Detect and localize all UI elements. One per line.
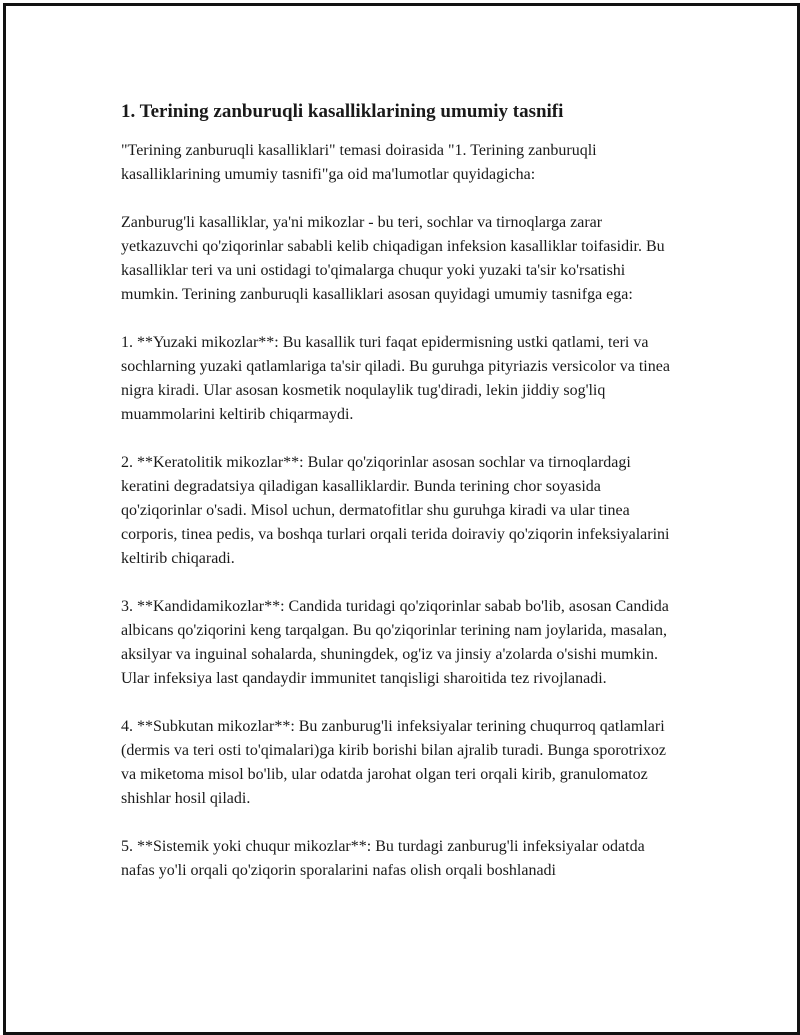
- list-item-keratolytic-mycoses: 2. **Keratolitik mikozlar**: Bular qo'ziqorinlar asosan sochlar va tirnoqlardagi keratini degradatsiya qiladigan kasalliklardir. Bunda terining chor soyasida qo'ziqorinlar o'sadi. Misol uchun, dermatofitlar shu guruhga kiradi va ular tinea corporis, tinea pedis, va boshqa turlari orqali terida doiraviy qo'ziqorin infeksiyalarini keltirib chiqaradi.: [121, 454, 670, 567]
- list-item-systemic-mycoses: 5. **Sistemik yoki chuqur mikozlar**: Bu turdagi zanburug'li infeksiyalar odatda nafas yo'li orqali qo'ziqorin sporalarini nafas olish orqali boshlanadi: [121, 838, 645, 879]
- intro-paragraph: "Terining zanburuqli kasalliklari" temasi doirasida "1. Terining zanburuqli kasalliklarining umumiy tasnifi"ga oid ma'lumotlar quyidagicha:: [121, 142, 597, 183]
- document-page: [3, 3, 800, 1035]
- list-item-candidiasis: 3. **Kandidamikozlar**: Candida turidagi qo'ziqorinlar sabab bo'lib, asosan Candida albicans qo'ziqorini keng tarqalgan. Bu qo'ziqorinlar terining nam joylarida, masalan, aksilyar va inguinal sohalarda, shuningdek, og'iz va jinsiy a'zolarda o'sishi mumkin. Ular infeksiya last qandaydir immunitet tanqisligi sharoitida tez rivojlanadi.: [121, 598, 669, 687]
- definition-paragraph: Zanburug'li kasalliklar, ya'ni mikozlar - bu teri, sochlar va tirnoqlarga zarar yetkazuvchi qo'ziqorinlar sababli kelib chiqadigan infeksion kasalliklar toifasidir. Bu kasalliklar teri va uni ostidagi to'qimalarga chuqur yoki yuzaki ta'sir ko'rsatishi mumkin. Terining zanburuqli kasalliklari asosan quyidagi umumiy tasnifga ega:: [121, 214, 665, 303]
- document-title: 1. Terining zanburuqli kasalliklarining umumiy tasnifi: [121, 101, 564, 122]
- document-content: [121, 98, 681, 907]
- list-item-superficial-mycoses: 1. **Yuzaki mikozlar**: Bu kasallik turi faqat epidermisning ustki qatlami, teri va sochlarning yuzaki qatlamlariga ta'sir qiladi. Bu guruhga pityriazis versicolor va tinea nigra kiradi. Ular asosan kosmetik noqulaylik tug'diradi, lekin jiddiy sog'liq muammolarini keltirib chiqarmaydi.: [121, 334, 670, 423]
- list-item-subcutaneous-mycoses: 4. **Subkutan mikozlar**: Bu zanburug'li infeksiyalar terining chuqurroq qatlamlari (dermis va teri osti to'qimalari)ga kirib borishi bilan ajralib turadi. Bunga sporotrixoz va miketoma misol bo'lib, ular odatda jarohat olgan teri orqali kirib, granulomatoz shishlar hosil qiladi.: [121, 718, 666, 807]
